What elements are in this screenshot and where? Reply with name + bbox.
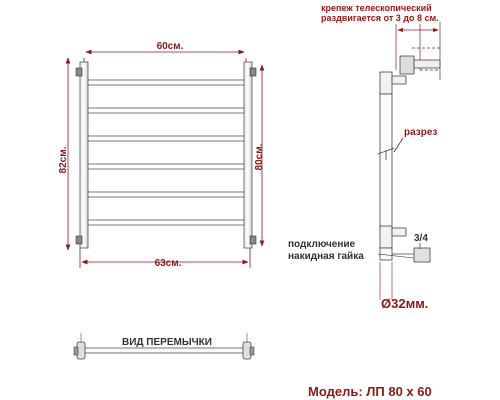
- rung-4: [88, 164, 244, 169]
- bracket-bottom-left: [76, 236, 82, 244]
- jumper-view: [74, 333, 254, 359]
- jumper-view-label: ВИД ПЕРЕМЫЧКИ: [122, 337, 212, 348]
- rung-2: [88, 108, 244, 113]
- rungs: [88, 80, 244, 225]
- dimension-height-right: [254, 65, 265, 246]
- side-top-cap: [380, 72, 392, 94]
- rung-3: [88, 136, 244, 141]
- union-nut: [414, 248, 430, 262]
- bracket-bottom-right: [250, 236, 256, 244]
- diameter-dimension: [380, 262, 428, 311]
- side-pipe: [380, 94, 392, 230]
- left-post: [80, 62, 88, 248]
- side-top-connector: [392, 76, 406, 84]
- rung-1: [88, 80, 244, 85]
- connection-label-line2: накидная гайка: [288, 251, 364, 262]
- bracket-top-left: [76, 68, 82, 76]
- bracket-top-right: [250, 68, 256, 76]
- side-bottom-connector: [392, 228, 406, 236]
- dimension-height-left: [58, 58, 69, 250]
- dimension-width-top: [84, 41, 246, 75]
- thread-size-label: 3/4: [414, 233, 428, 244]
- front-view: [58, 41, 265, 269]
- width-bottom-label: 63см.: [154, 258, 182, 269]
- side-bottom-cap: [380, 226, 392, 248]
- right-post: [244, 62, 252, 248]
- side-top-arm: [414, 60, 440, 68]
- height-left-label: 82см.: [58, 146, 69, 174]
- mount-note-line2: раздвигается от 3 до 8 см.: [321, 13, 439, 23]
- mount-note-line1: крепеж телескопический: [321, 3, 432, 13]
- connection-label-line1: подключение: [288, 239, 356, 250]
- width-top-label: 60см.: [156, 41, 184, 52]
- model-label: Модель: ЛП 80 х 60: [308, 384, 432, 399]
- rung-5: [88, 192, 244, 197]
- height-right-label: 80см.: [254, 143, 265, 171]
- side-view: [288, 3, 440, 311]
- section-label: разрез: [404, 127, 438, 138]
- side-top-bracket: [400, 56, 414, 74]
- jumper-bar: [82, 348, 246, 353]
- rung-6: [88, 220, 244, 225]
- dimension-width-bottom: [80, 246, 250, 269]
- diameter-label: Ø32мм.: [381, 296, 429, 311]
